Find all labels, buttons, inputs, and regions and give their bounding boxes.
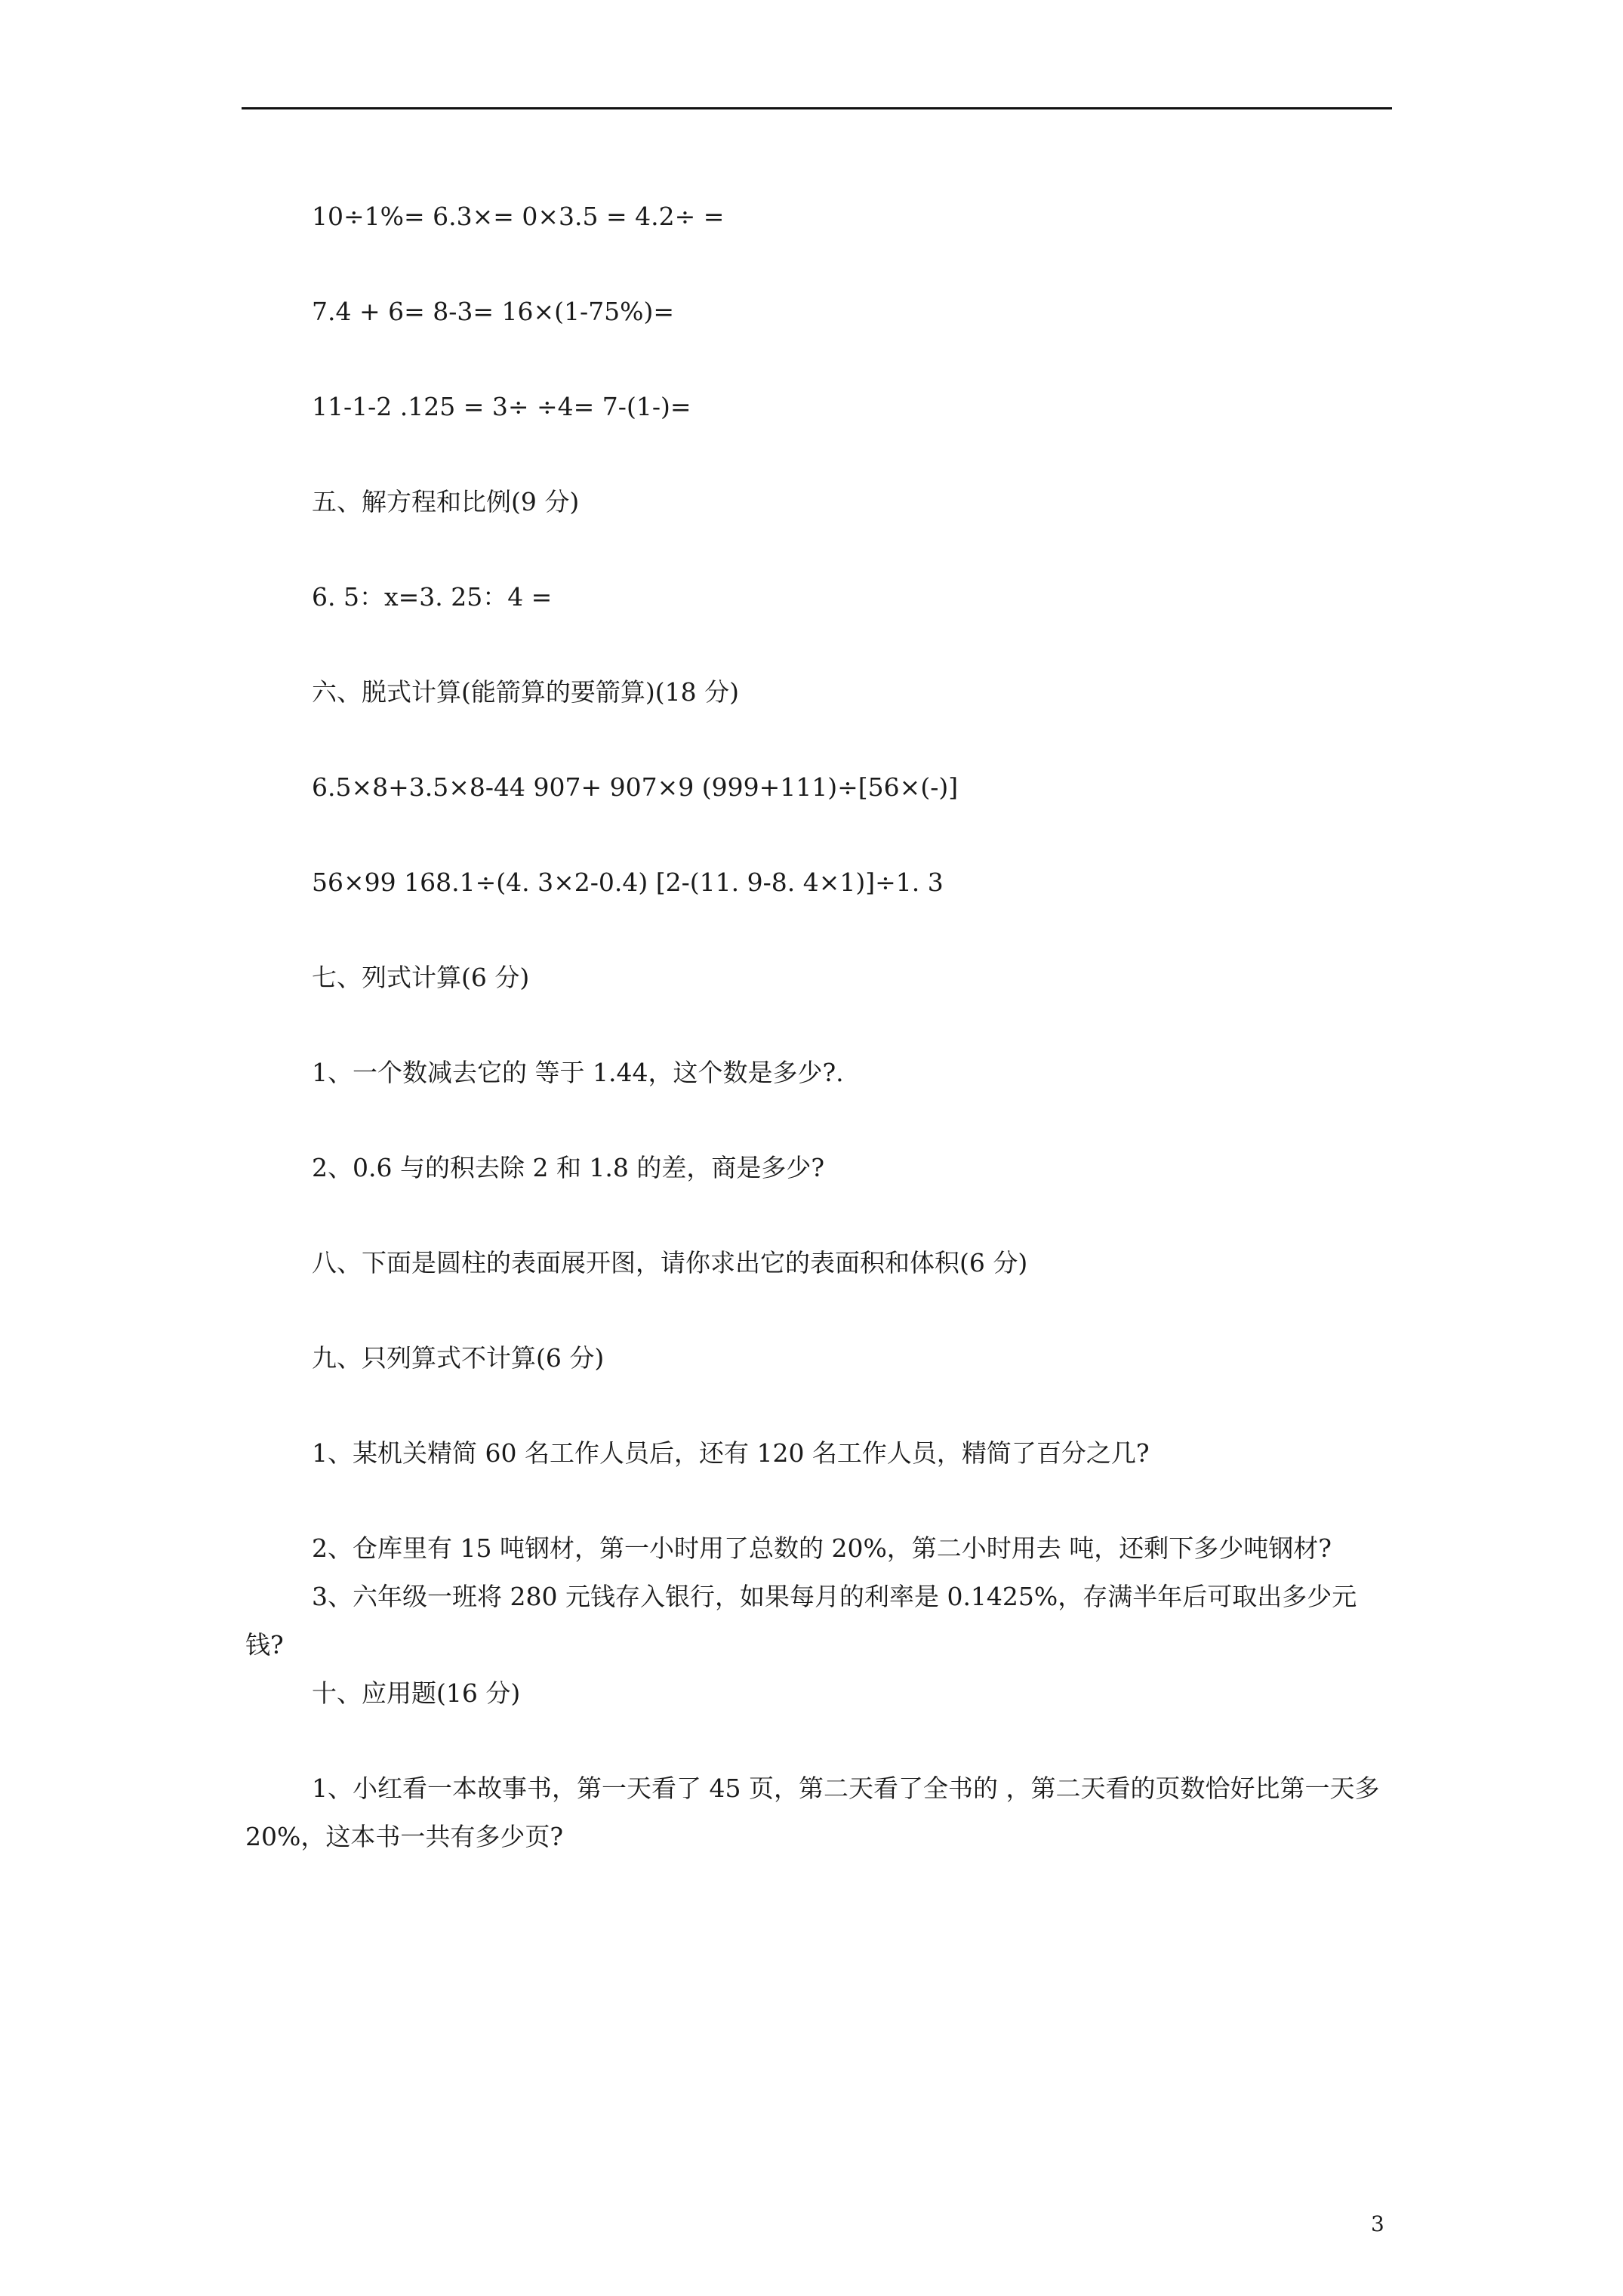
section-heading-8: 八、下面是圆柱的表面展开图，请你求出它的表面积和体积(6 分) bbox=[312, 1248, 1028, 1277]
question-7-2: 2、0.6 与的积去除 2 和 1.8 的差，商是多少? bbox=[312, 1153, 825, 1182]
equation-line: 6. 5：x=3. 25：4 = bbox=[312, 582, 553, 612]
section-heading-10: 十、应用题(16 分) bbox=[312, 1678, 521, 1708]
section-heading-6: 六、脱式计算(能箭算的要箭算)(18 分) bbox=[312, 677, 739, 707]
page-number: 3 bbox=[1371, 2211, 1384, 2236]
question-10-1: 1、小红看一本故事书，第一天看了 45 页，第二天看了全书的 ，第二天看的页数恰好比第一天多 20%，这本书一共有多少页? bbox=[245, 1774, 1380, 1851]
calc-line-2: 7.4 + 6= 8-3= 16×(1-75%)= bbox=[312, 297, 675, 326]
question-9-3: 3、六年级一班将 280 元钱存入银行，如果每月的利率是 0.1425%，存满半年后可取出多少元钱? bbox=[245, 1582, 1357, 1660]
section-heading-5: 五、解方程和比例(9 分) bbox=[312, 487, 580, 516]
header-rule bbox=[242, 107, 1392, 109]
calc-line-3: 11-1-2 .125 = 3÷ ÷4= 7-(1-)= bbox=[312, 392, 691, 421]
question-9-1: 1、某机关精简 60 名工作人员后，还有 120 名工作人员，精简了百分之几? bbox=[312, 1438, 1150, 1468]
document-body bbox=[245, 193, 1393, 1861]
section-heading-7: 七、列式计算(6 分) bbox=[312, 963, 530, 992]
calc-line-1: 10÷1%= 6.3×= 0×3.5 = 4.2÷ = bbox=[312, 202, 725, 231]
expression-line-2: 56×99 168.1÷(4. 3×2-0.4) [2-(11. 9-8. 4×1)]÷1. 3 bbox=[312, 868, 944, 897]
expression-line-1: 6.5×8+3.5×8-44 907+ 907×9 (999+111)÷[56×(-)] bbox=[312, 772, 959, 802]
question-9-2: 2、仓库里有 15 吨钢材，第一小时用了总数的 20%，第二小时用去 吨，还剩下多少吨钢材? bbox=[312, 1533, 1332, 1563]
question-7-1: 1、一个数减去它的 等于 1.44，这个数是多少?. bbox=[312, 1058, 844, 1087]
section-heading-9: 九、只列算式不计算(6 分) bbox=[312, 1343, 605, 1373]
